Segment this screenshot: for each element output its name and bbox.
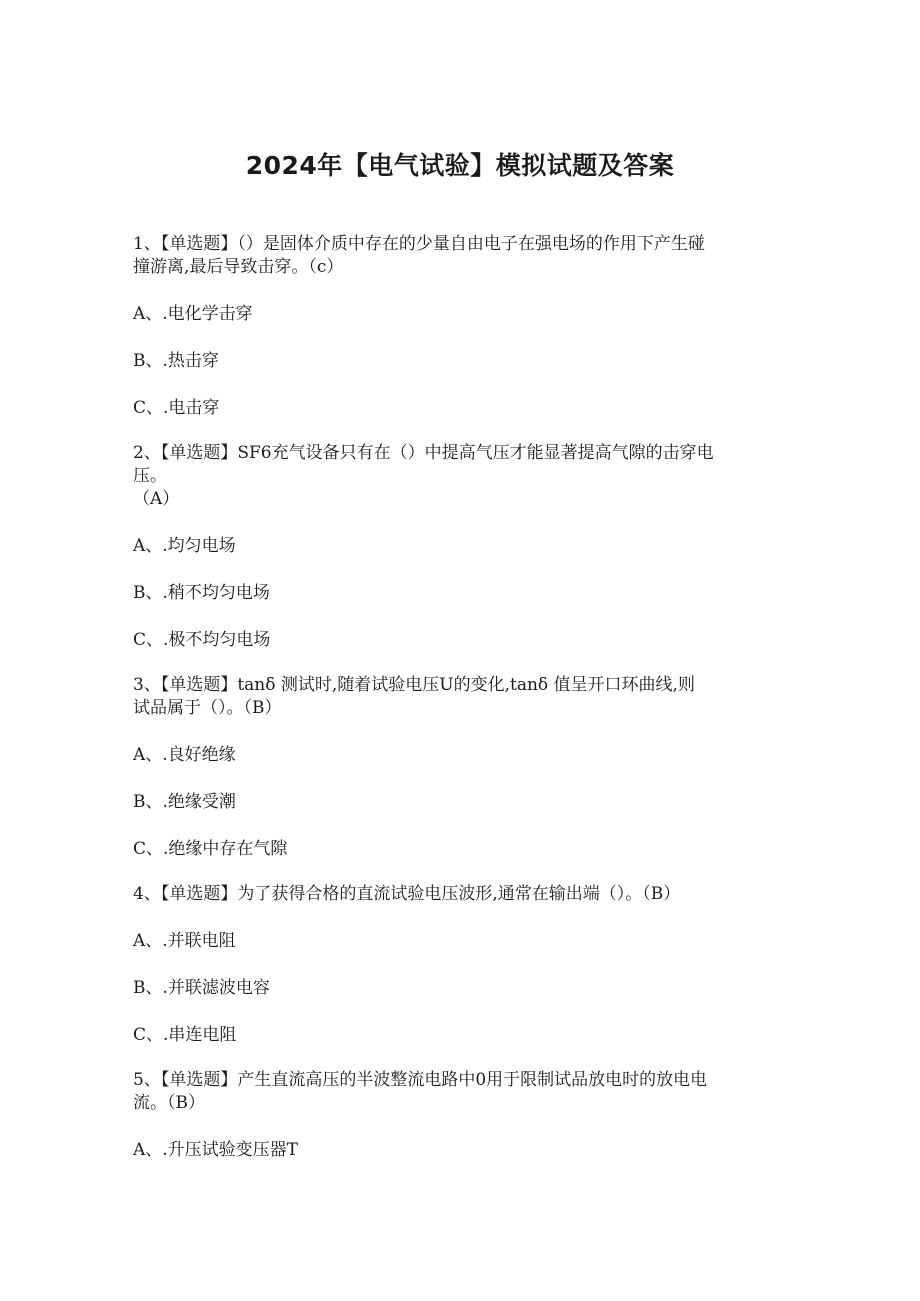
question-3 — [133, 674, 793, 861]
option-b: B、.稍不均匀电场 — [133, 583, 270, 603]
option-c: C、.串连电阻 — [133, 1025, 237, 1045]
question-2 — [133, 442, 793, 652]
question-answer-line: （A） — [133, 489, 180, 509]
option-a: A、.电化学击穿 — [133, 304, 253, 324]
option-b: B、.绝缘受潮 — [133, 792, 236, 812]
question-text-line: 5、【单选题】产生直流高压的半波整流电路中0用于限制试品放电时的放电电 — [133, 1070, 708, 1090]
question-text-line: 压。 — [133, 466, 167, 486]
document-title: 2024年【电气试验】模拟试题及答案 — [245, 151, 675, 180]
option-b: B、.热击穿 — [133, 351, 219, 371]
question-text-line: 4、【单选题】为了获得合格的直流试验电压波形,通常在输出端（）。（B） — [133, 884, 681, 904]
option-a: A、.均匀电场 — [133, 536, 236, 556]
question-text-line: 1、【单选题】（）是固体介质中存在的少量自由电子在强电场的作用下产生碰 — [133, 234, 705, 254]
question-1 — [133, 233, 793, 420]
question-text-line: 试品属于（）。（B） — [133, 698, 282, 718]
question-text-line: 撞游离,最后导致击穿。（c） — [133, 257, 344, 277]
option-c: C、.绝缘中存在气隙 — [133, 839, 288, 859]
question-list — [133, 233, 793, 1162]
option-c: C、.极不均匀电场 — [133, 630, 271, 650]
question-4 — [133, 883, 793, 1047]
option-a: A、.升压试验变压器T — [133, 1140, 299, 1160]
question-text-line: 流。（B） — [133, 1093, 205, 1113]
option-c: C、.电击穿 — [133, 398, 220, 418]
option-a: A、.并联电阻 — [133, 931, 236, 951]
option-a: A、.良好绝缘 — [133, 745, 236, 765]
question-text-line: 2、【单选题】SF6充气设备只有在（）中提高气压才能显著提高气隙的击穿电 — [133, 443, 714, 463]
question-text-line: 3、【单选题】tanδ 测试时,随着试验电压U的变化,tanδ 值呈开口环曲线,则 — [133, 675, 695, 695]
option-b: B、.并联滤波电容 — [133, 978, 270, 998]
question-5 — [133, 1069, 793, 1162]
